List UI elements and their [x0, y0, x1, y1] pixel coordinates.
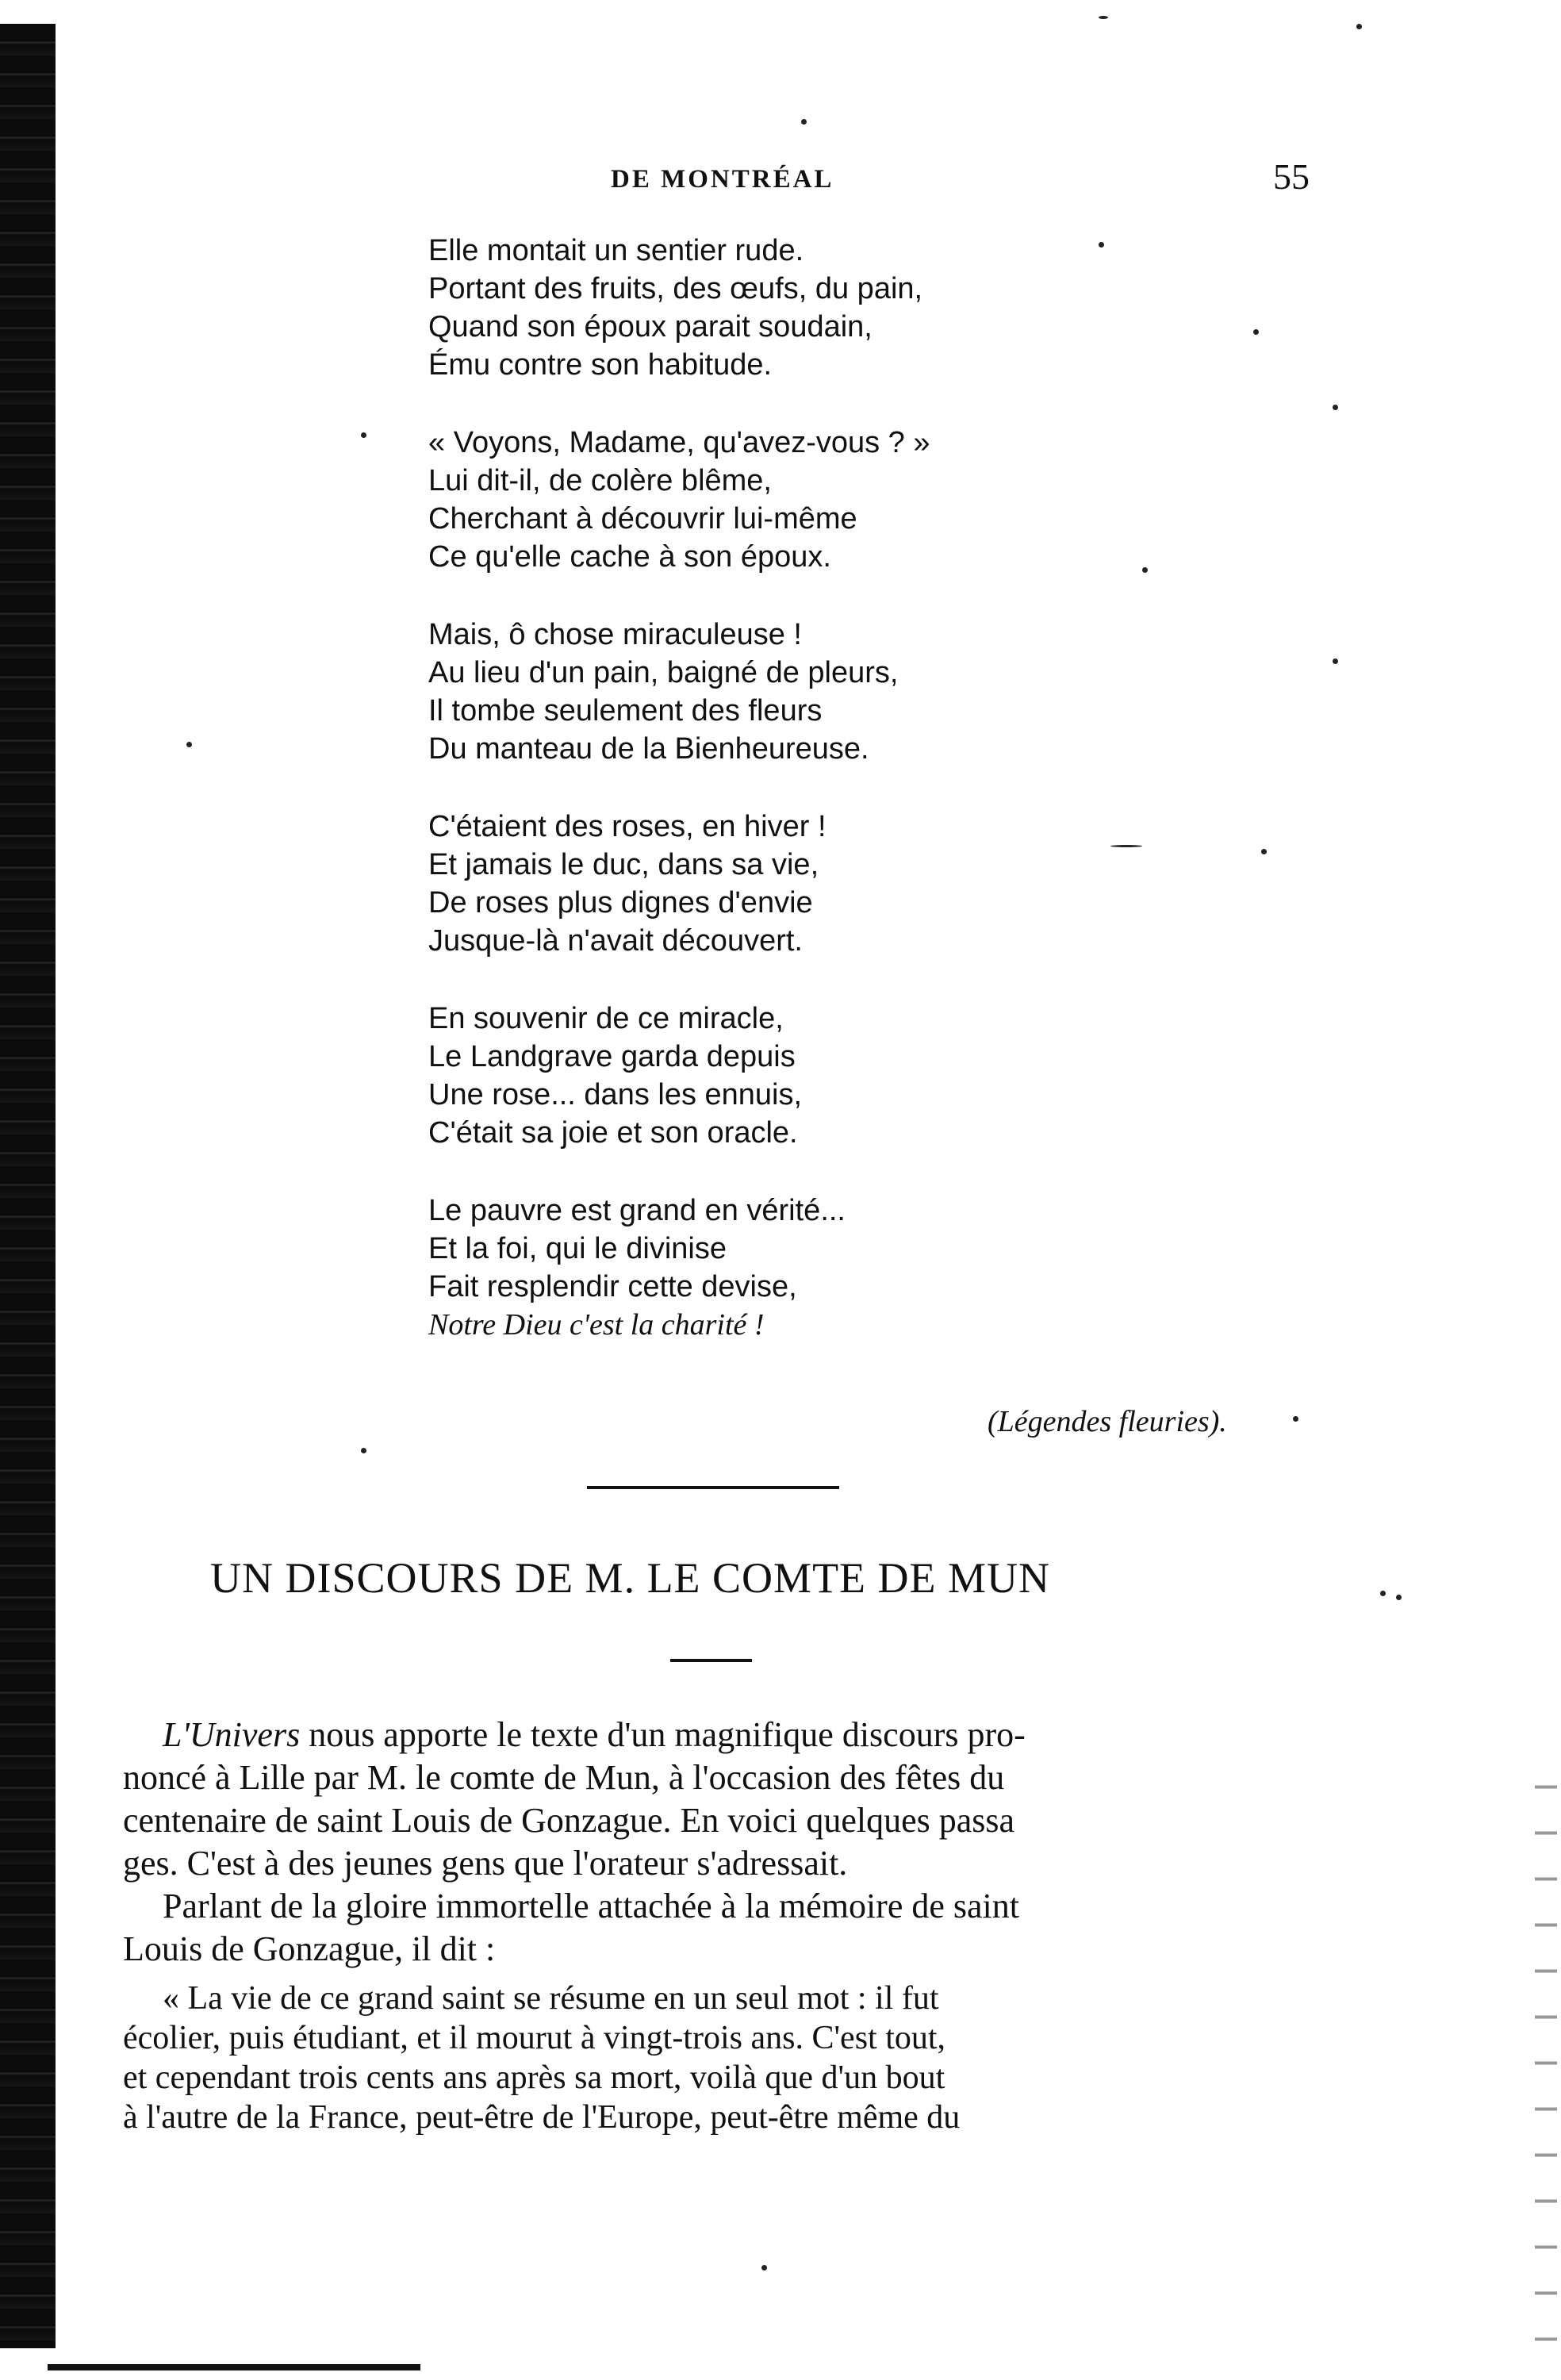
poem-line: Et la foi, qui le divinise [428, 1232, 727, 1265]
section-title: UN DISCOURS DE M. LE COMTE DE MUN [210, 1554, 1051, 1602]
poem-stanza [428, 424, 1380, 576]
poem-line-motto: Notre Dieu c'est la charité ! [428, 1308, 765, 1342]
scan-dot [361, 1448, 366, 1453]
poem-stanza [428, 1000, 1380, 1152]
poem-source-citation: (Légendes fleuries). [988, 1405, 1227, 1438]
poem-line: Le Landgrave garda depuis [428, 1040, 796, 1073]
quote-line: écolier, puis étudiant, et il mourut à vingt-trois ans. C'est tout, [123, 2020, 946, 2056]
quote-line: et cependant trois cents ans après sa mort, voilà que d'un bout [123, 2059, 945, 2096]
poem-line: Jusque-là n'avait découvert. [428, 924, 803, 958]
page-number: 55 [1273, 156, 1310, 197]
poem-line: Une rose... dans les ennuis, [428, 1078, 803, 1111]
scan-dot [761, 2265, 767, 2271]
article-body [123, 1714, 1313, 2137]
poem-line: C'étaient des roses, en hiver ! [428, 810, 827, 843]
poem-line: Ému contre son habitude. [428, 348, 773, 382]
article-line: centenaire de saint Louis de Gonzague. En voici quelques passa [123, 1801, 1015, 1840]
poem [428, 232, 1380, 1384]
section-divider-rule [587, 1486, 839, 1489]
poem-stanza [428, 808, 1380, 960]
poem-line: Fait resplendir cette devise, [428, 1270, 797, 1303]
scan-dot [186, 742, 192, 747]
quote-line: « La vie de ce grand saint se résume en un seul mot : il fut [163, 1980, 939, 2017]
poem-line: Du manteau de la Bienheureuse. [428, 732, 869, 766]
article-line: ges. C'est à des jeunes gens que l'orateur s'adressait. [123, 1844, 848, 1883]
poem-line: Et jamais le duc, dans sa vie, [428, 848, 819, 881]
poem-line: Mais, ô chose miraculeuse ! [428, 618, 802, 651]
article-line: Louis de Gonzague, il dit : [123, 1929, 496, 1968]
binding-edge-shadow [0, 24, 56, 2348]
scan-dot [1380, 1591, 1386, 1596]
scan-noise-right [1535, 1761, 1557, 2380]
scan-dot [801, 119, 807, 125]
poem-stanza [428, 232, 1380, 384]
paragraph-gap [123, 1971, 1313, 1979]
poem-line: Au lieu d'un pain, baigné de pleurs, [428, 656, 899, 689]
article-line: Parlant de la gloire immortelle attachée à la mémoire de saint [163, 1887, 1019, 1925]
binding-edge-bottom-shadow [48, 2364, 420, 2370]
scan-dot [1396, 1595, 1402, 1600]
poem-line: Portant des fruits, des œufs, du pain, [428, 272, 923, 305]
running-header [476, 155, 1348, 203]
article-line: noncé à Lille par M. le comte de Mun, à l'occasion des fêtes du [123, 1758, 1005, 1797]
title-underline-rule [670, 1659, 752, 1662]
poem-stanza [428, 616, 1380, 768]
poem-line: « Voyons, Madame, qu'avez-vous ? » [428, 426, 930, 459]
poem-line: En souvenir de ce miracle, [428, 1002, 784, 1035]
quote-line: à l'autre de la France, peut-être de l'Europe, peut-être même du [123, 2099, 961, 2136]
poem-line: Quand son époux parait soudain, [428, 310, 873, 344]
scan-dot [1293, 1416, 1298, 1422]
poem-line: Il tombe seulement des fleurs [428, 694, 823, 727]
article-line [123, 1714, 1313, 1756]
poem-line: Cherchant à découvrir lui-même [428, 502, 857, 536]
poem-line: Lui dit-il, de colère blême, [428, 464, 772, 497]
poem-line: C'était sa joie et son oracle. [428, 1116, 798, 1150]
scan-dot [1356, 24, 1362, 29]
running-head-title: DE MONTRÉAL [611, 165, 834, 194]
poem-line: Elle montait un sentier rude. [428, 234, 804, 267]
poem-line: Le pauvre est grand en vérité... [428, 1194, 846, 1227]
article-line-text: nous apporte le texte d'un magnifique discours pro- [300, 1715, 1026, 1754]
scan-dot [361, 432, 366, 438]
publication-name: L'Univers [163, 1715, 301, 1754]
poem-line: Ce qu'elle cache à son époux. [428, 540, 831, 574]
scan-dot [1099, 16, 1108, 19]
poem-line: De roses plus dignes d'envie [428, 886, 813, 919]
poem-stanza [428, 1192, 1380, 1344]
